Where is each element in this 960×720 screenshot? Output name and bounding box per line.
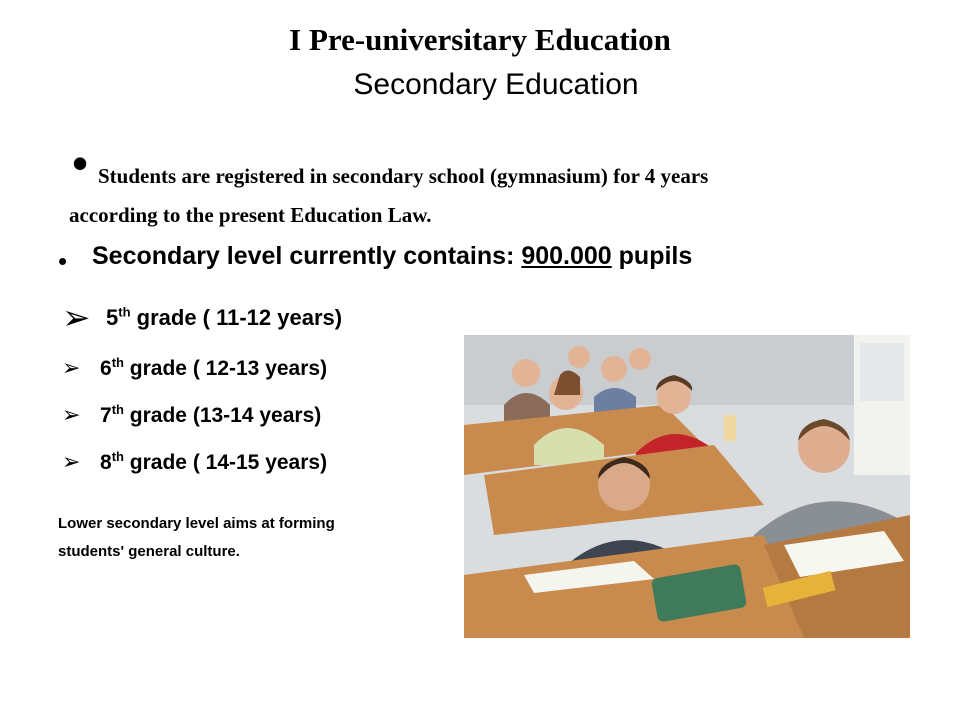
grade-item-6: [62, 356, 327, 381]
grade-range: grade ( 14-15 years): [123, 451, 328, 474]
slide-subtitle: Secondary Education: [353, 68, 639, 101]
grade-ordinal: th: [111, 402, 124, 417]
registration-text-line2: according to the present Education Law.: [69, 203, 432, 227]
registration-text-line1: Students are registered in secondary school (gymnasium) for 4 years: [98, 164, 709, 188]
grade-item-7: [62, 403, 321, 428]
window-pane: [860, 343, 904, 401]
grade-item-5: [62, 298, 342, 338]
grade-range: grade ( 12-13 years): [123, 357, 328, 380]
bullet-dot-icon: •: [72, 137, 89, 189]
grade-range: grade ( 11-12 years): [130, 305, 343, 330]
slide-title: I Pre-universitary Education: [289, 22, 671, 57]
pupil-count-suffix: pupils: [611, 242, 693, 270]
arrow-bullet-icon: ➢: [62, 298, 91, 338]
arrow-bullet-icon: ➢: [62, 403, 81, 428]
grade-ordinal: th: [111, 355, 124, 370]
classroom-illustration: [464, 335, 910, 638]
student-head: [601, 356, 627, 382]
grade-range: grade (13-14 years): [123, 404, 322, 427]
grade-ordinal: th: [118, 304, 131, 320]
grade-ordinal: th: [111, 449, 124, 464]
bullet-dot-icon: •: [58, 246, 68, 276]
grade-number: 7: [100, 404, 112, 427]
classroom-photo: [464, 335, 910, 638]
student-head: [512, 359, 540, 387]
note-line1: Lower secondary level aims at forming: [58, 515, 335, 532]
student-head: [568, 346, 590, 368]
student-head: [629, 348, 651, 370]
pupil-count-value: 900.000: [521, 242, 612, 270]
bottle: [724, 415, 736, 441]
grade-number: 6: [100, 357, 112, 380]
note-line2: students' general culture.: [58, 543, 240, 560]
grade-item-8: [62, 450, 327, 475]
grade-number: 8: [100, 451, 112, 474]
arrow-bullet-icon: ➢: [62, 356, 81, 381]
arrow-bullet-icon: ➢: [62, 450, 81, 475]
pupil-count-prefix: Secondary level currently contains:: [92, 242, 522, 270]
grade-number: 5: [106, 305, 119, 330]
pupil-count-text: [92, 242, 692, 271]
